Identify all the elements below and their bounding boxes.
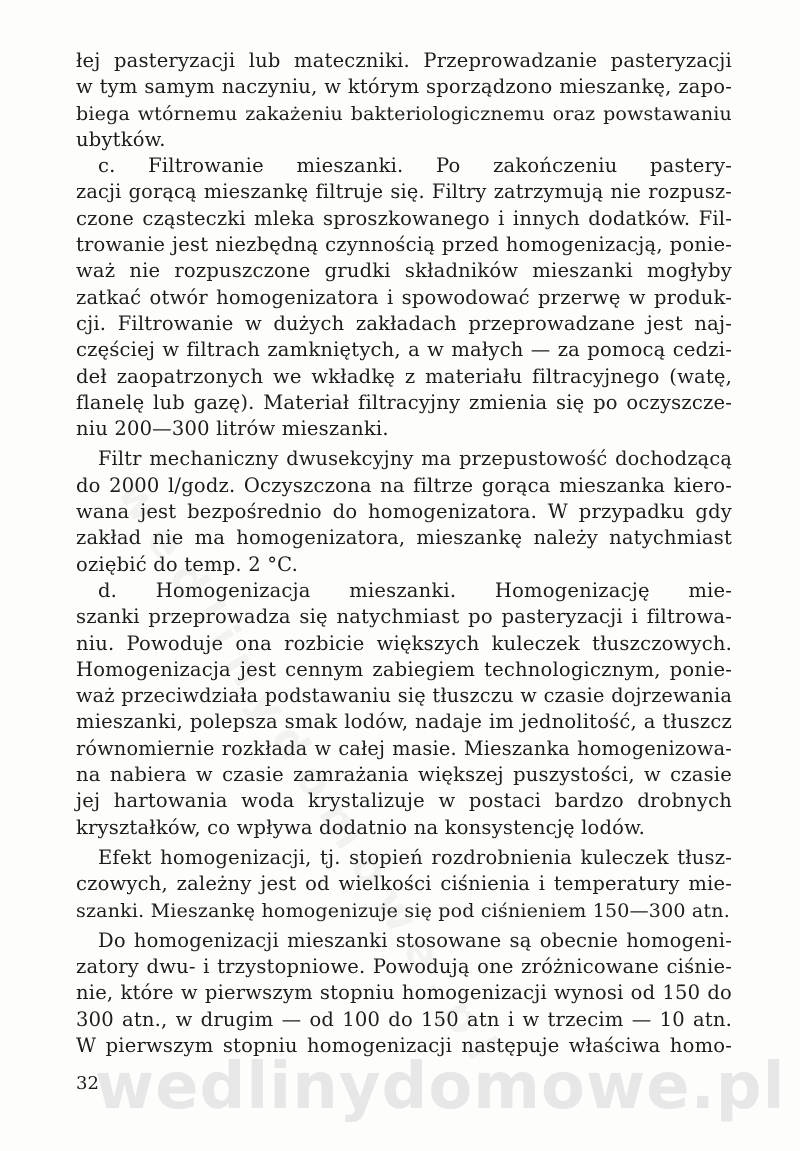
text-line: zacji gorącą mieszankę filtruje się. Filtry zatrzymują nie rozpusz- [76, 180, 732, 204]
text-line: oziębić do temp. 2 °C. [76, 552, 298, 576]
text-line: ubytków. [76, 127, 166, 151]
text-line: nie, które w pierwszym stopniu homogenizacji wynosi od 150 do [76, 981, 732, 1005]
text-line: cji. Filtrowanie w dużych zakładach przeprowadzane jest naj- [76, 311, 732, 335]
text-line: waż nie rozpuszczone grudki składników mieszanki mogłyby [76, 259, 732, 283]
text-line: deł zaopatrzonych we wkładkę z materiału filtracyjnego (watę, [76, 364, 732, 388]
text-line: Do homogenizacji mieszanki stosowane są obecnie homogeni- [98, 928, 732, 952]
page-number: 32 [76, 1073, 99, 1094]
footer-watermark: wedlinydomowe.pl [95, 1050, 786, 1124]
text-line: równomiernie rozkłada w całej masie. Mieszanka homogenizowa- [76, 736, 732, 760]
text-line: niu. Powoduje ona rozbicie większych kuleczek tłuszczowych. [76, 631, 732, 655]
text-line: mieszanki, polepsza smak lodów, nadaje im jednolitość, a tłuszcz [76, 710, 732, 734]
text-line: flanelę lub gazę). Materiał filtracyjny zmienia się po oczyszcze- [76, 390, 732, 414]
text-line: zakład nie ma homogenizatora, mieszankę należy natychmiast [76, 526, 732, 550]
text-line: Homogenizacja jest cennym zabiegiem technologicznym, ponie- [76, 657, 732, 681]
text-line: trowanie jest niezbędną czynnością przed homogenizacją, ponie- [76, 233, 732, 257]
text-line: zatkać otwór homogenizatora i spowodować przerwę w produk- [76, 285, 732, 309]
section-heading-line: d. Homogenizacja mieszanki. Homogenizację mie- [98, 578, 732, 602]
text-line: czone cząsteczki mleka sproszkowanego i innych dodatków. Fil- [76, 206, 732, 230]
body-text [76, 48, 732, 1059]
text-line: Filtr mechaniczny dwusekcyjny ma przepustowość dochodzącą [98, 447, 732, 471]
text-line: czowych, zależny jest od wielkości ciśnienia i temperatury mie- [76, 872, 732, 896]
text-line: łej pasteryzacji lub mateczniki. Przeprowadzanie pasteryzacji [76, 49, 732, 72]
text-line: waż przeciwdziała podstawaniu się tłuszczu w czasie dojrzewania [76, 684, 732, 708]
text-line: 300 atn., w drugim — od 100 do 150 atn i w trzecim — 10 atn. [76, 1007, 732, 1031]
text-line: szanki. Mieszankę homogenizuje się pod ciśnieniem 150—300 atn. [76, 899, 730, 922]
text-line: na nabiera w czasie zamrażania większej puszystości, w czasie [76, 763, 732, 787]
section-heading-line: c. Filtrowanie mieszanki. Po zakończeniu pastery- [98, 154, 732, 178]
text-line: jej hartowania woda krystalizuje w postaci bardzo drobnych [76, 789, 732, 813]
text-line: do 2000 l/godz. Oczyszczona na filtrze gorąca mieszanka kiero- [76, 473, 732, 497]
text-line: częściej w filtrach zamkniętych, a w małych — za pomocą cedzi- [76, 338, 732, 362]
text-line: W pierwszym stopniu homogenizacji następuje właściwa homo- [76, 1033, 732, 1057]
text-line: zatory dwu- i trzystopniowe. Powodują one zróżnicowane ciśnie- [76, 955, 732, 979]
text-line: biega wtórnemu zakażeniu bakteriologicznemu oraz powstawaniu [76, 102, 732, 125]
text-line: kryształków, co wpływa dodatnio na konsystencję lodów. [76, 815, 646, 839]
text-line: wana jest bezpośrednio do homogenizatora. W przypadku gdy [76, 500, 732, 524]
text-line: w tym samym naczyniu, w którym sporządzono mieszankę, zapo- [76, 75, 732, 99]
text-line: szanki przeprowadza się natychmiast po pasteryzacji i filtrowa- [76, 605, 732, 629]
text-line: niu 200—300 litrów mieszanki. [76, 417, 389, 441]
text-line: Efekt homogenizacji, tj. stopień rozdrobnienia kuleczek tłusz- [98, 845, 732, 869]
